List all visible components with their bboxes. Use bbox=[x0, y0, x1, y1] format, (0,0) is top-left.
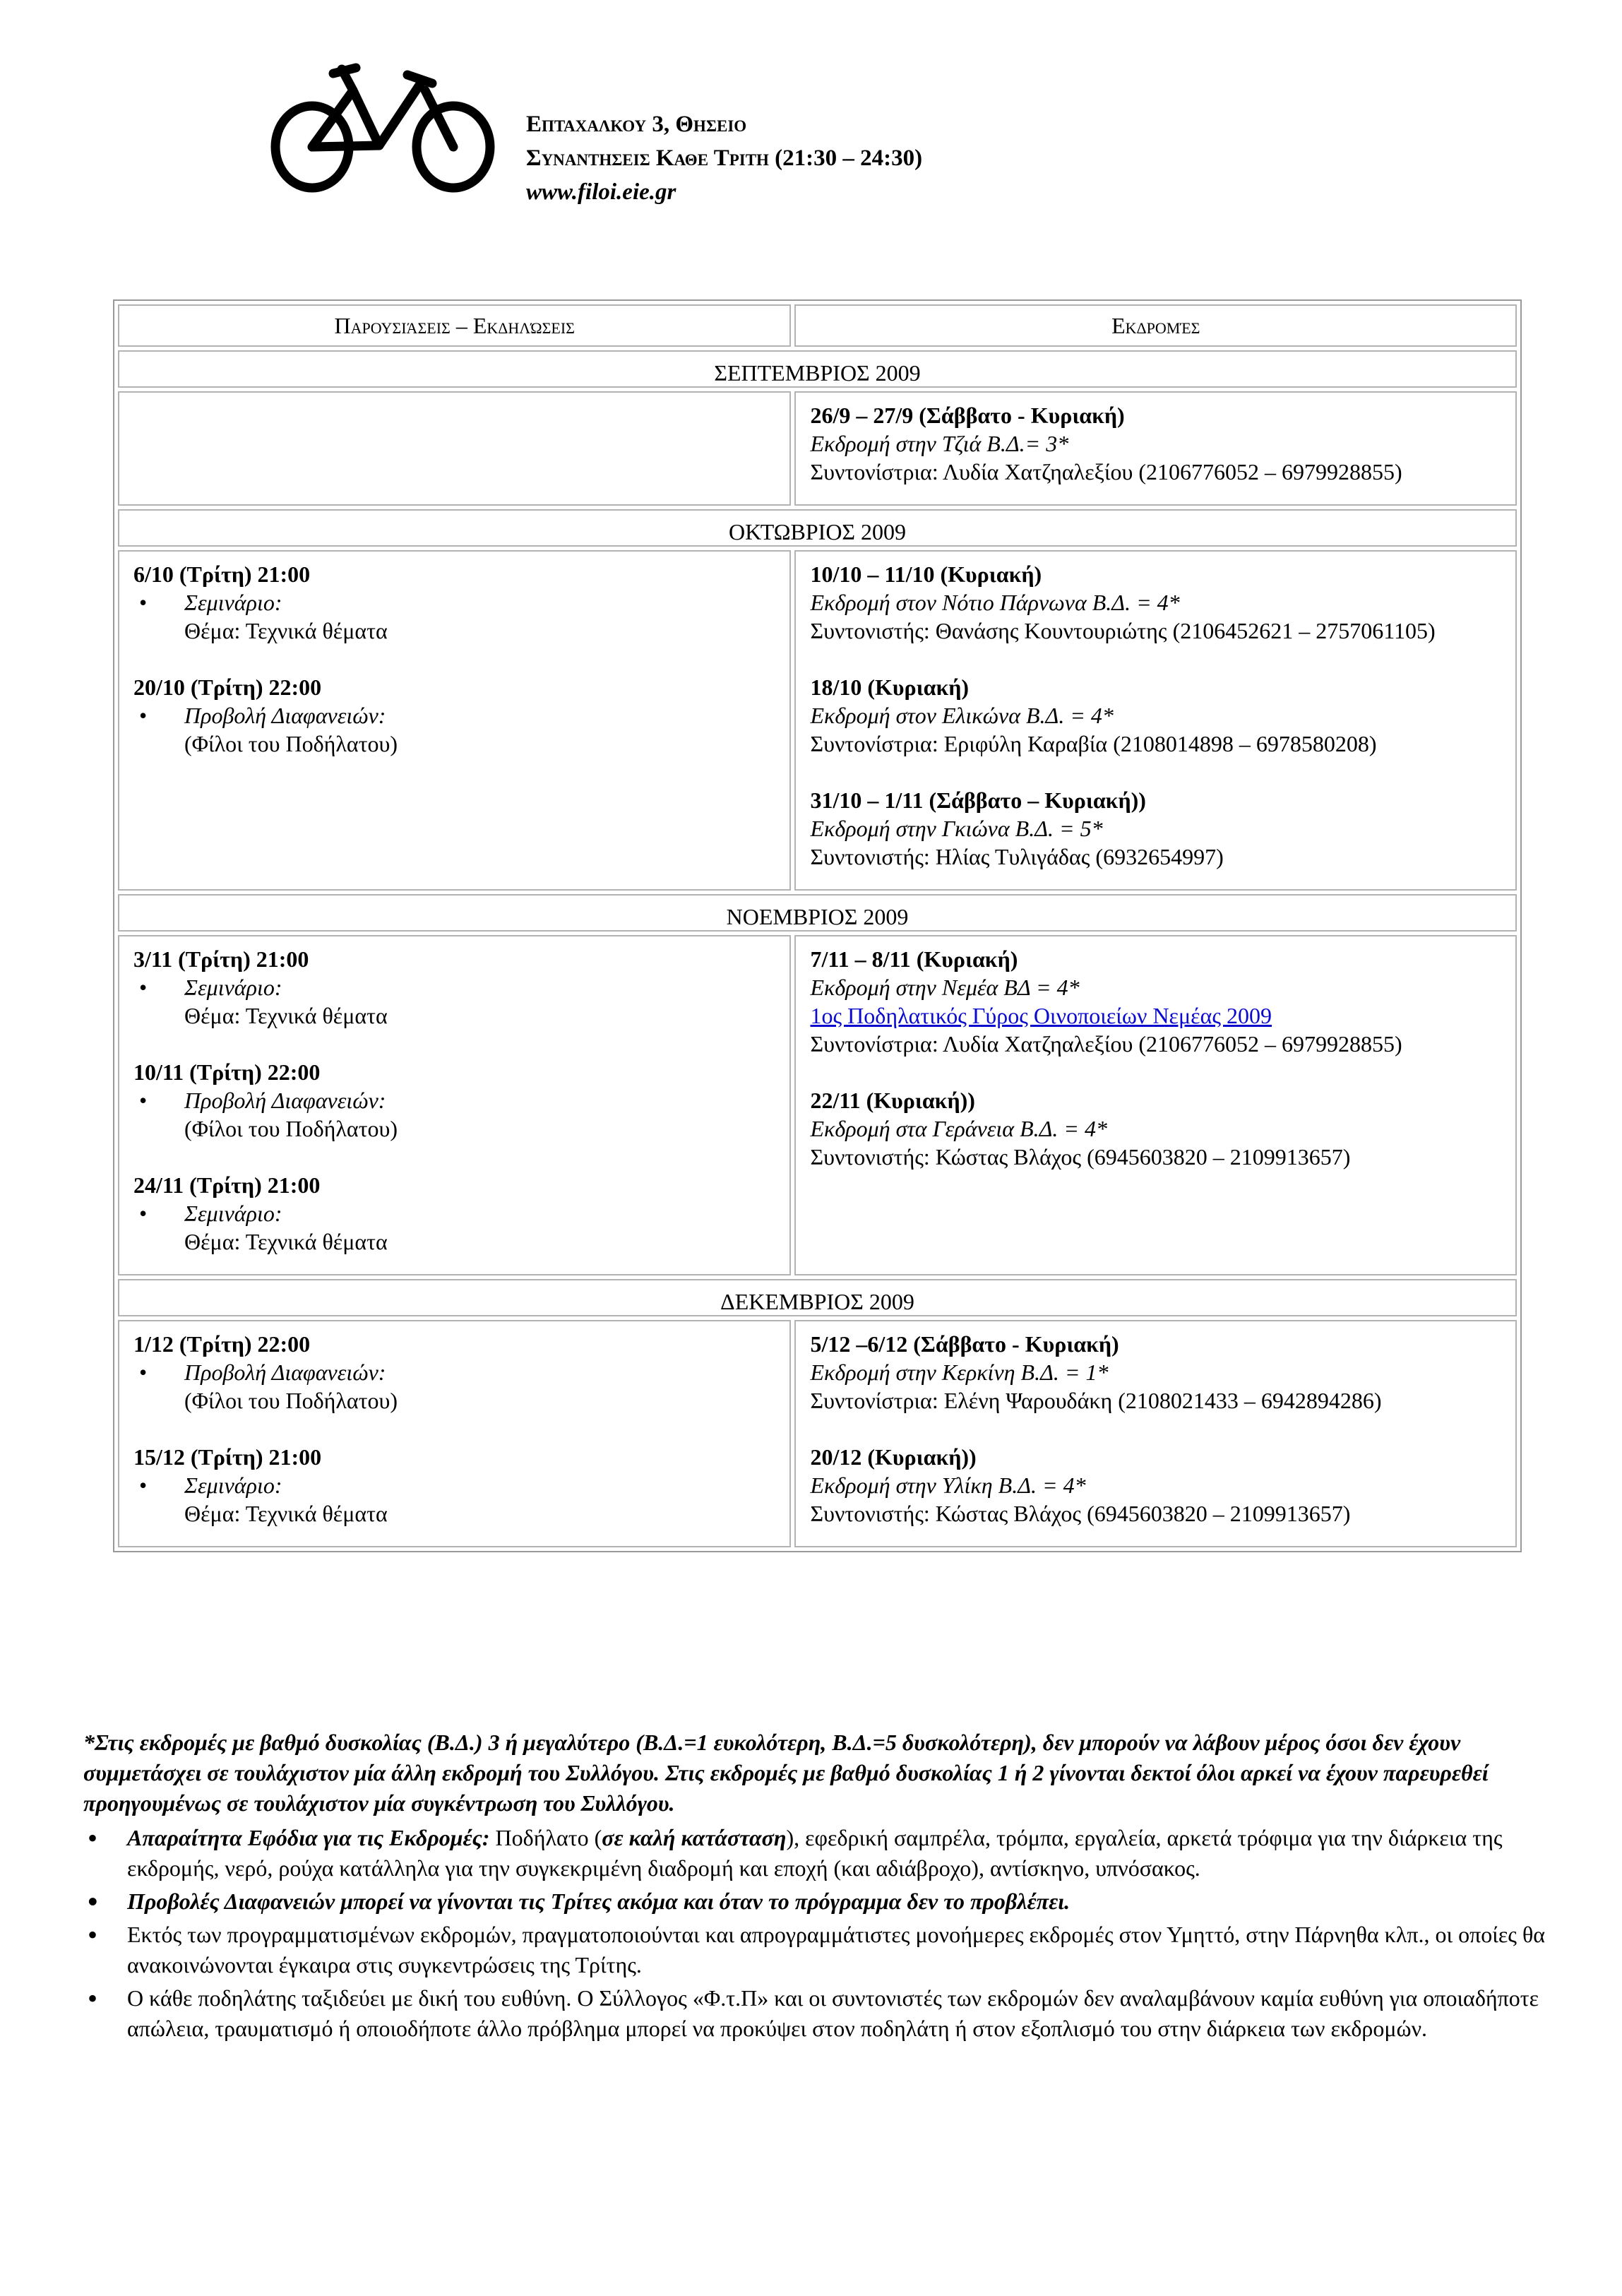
trip-entry bbox=[810, 945, 1501, 1058]
event-type: • Προβολή Διαφανειών: bbox=[133, 701, 775, 730]
event-detail: Θέμα: Τεχνικά θέματα bbox=[184, 618, 388, 643]
event-entry bbox=[133, 560, 775, 645]
month-heading: ΣΕΠΤΕΜΒΡΙΟΣ 2009 bbox=[118, 350, 1517, 388]
trip-title: Εκδρομή στον Ελικώνα Β.Δ. = 4* bbox=[810, 703, 1114, 728]
event-date: 3/11 (Τρίτη) 21:00 bbox=[133, 946, 309, 972]
notes-list bbox=[83, 1823, 1552, 2044]
trip-title: Εκδρομή στην Γκιώνα Β.Δ. = 5* bbox=[810, 816, 1103, 841]
events-cell bbox=[118, 935, 791, 1275]
event-date: 1/12 (Τρίτη) 22:00 bbox=[133, 1331, 311, 1357]
trip-date: 18/10 (Κυριακή) bbox=[810, 674, 970, 700]
note-unscheduled: • Εκτός των προγραμματισμένων εκδρομών, πραγματοποιούνται και απρογραμμάτιστες μονοήμερες εκδρομές στον Υμηττό, στην Πάρνηθα κλπ., οι οποίες θα ανακοινώνονται έγκαιρα στις συγκεντρώσεις της Τρίτης. bbox=[83, 1920, 1552, 1980]
event-detail: (Φίλοι του Ποδήλατου) bbox=[184, 1116, 398, 1141]
trips-cell bbox=[794, 935, 1517, 1275]
event-date: 24/11 (Τρίτη) 21:00 bbox=[133, 1172, 321, 1198]
event-entry bbox=[133, 1171, 775, 1256]
events-cell bbox=[118, 391, 791, 506]
event-entry bbox=[133, 673, 775, 758]
trip-date: 7/11 – 8/11 (Κυριακή) bbox=[810, 946, 1018, 972]
trip-date: 26/9 – 27/9 (Σάββατο - Κυριακή) bbox=[810, 403, 1125, 428]
trip-title: Εκδρομή στην Τζιά Β.Δ.= 3* bbox=[810, 431, 1069, 456]
trip-coordinator: Συντονιστής: Κώστας Βλάχος (6945603820 – 2109913657) bbox=[810, 1144, 1351, 1170]
event-detail: (Φίλοι του Ποδήλατου) bbox=[184, 731, 398, 756]
event-date: 20/10 (Τρίτη) 22:00 bbox=[133, 674, 322, 700]
event-type: • Σεμινάριο: bbox=[133, 1199, 775, 1227]
website-link[interactable]: www.filoi.eie.gr bbox=[526, 179, 676, 205]
month-heading: ΔΕΚΕΜΒΡΙΟΣ 2009 bbox=[118, 1279, 1517, 1316]
trip-date: 31/10 – 1/11 (Σάββατο – Κυριακή)) bbox=[810, 787, 1146, 813]
month-heading: ΝΟΕΜΒΡΙΟΣ 2009 bbox=[118, 894, 1517, 932]
note-liability: • Ο κάθε ποδηλάτης ταξιδεύει με δική του ευθύνη. Ο Σύλλογος «Φ.τ.Π» και οι συντονιστές των εκδρομών δεν αναλαμβάνουν καμία ευθύνη για οποιαδήποτε απώλεια, τραυματισμό ή οποιοδήποτε άλλο πρόβλημα μπορεί να προκύψει στον ποδηλάτη ή στον εξοπλισμό του στην διάρκεια των εκδρομών. bbox=[83, 1983, 1552, 2044]
event-type: • Σεμινάριο: bbox=[133, 588, 775, 617]
trip-entry bbox=[810, 401, 1501, 486]
trips-cell bbox=[794, 391, 1517, 506]
trips-cell bbox=[794, 550, 1517, 891]
trip-coordinator: Συντονιστής: Ηλίας Τυλιγάδας (6932654997) bbox=[810, 844, 1224, 869]
event-date: 6/10 (Τρίτη) 21:00 bbox=[133, 561, 311, 587]
event-entry bbox=[133, 1058, 775, 1143]
schedule-table bbox=[113, 299, 1522, 1552]
trip-date: 20/12 (Κυριακή)) bbox=[810, 1444, 977, 1470]
event-detail: Θέμα: Τεχνικά θέματα bbox=[184, 1229, 388, 1254]
trip-entry bbox=[810, 1443, 1501, 1528]
event-type: • Προβολή Διαφανειών: bbox=[133, 1358, 775, 1386]
event-type: • Σεμινάριο: bbox=[133, 1471, 775, 1499]
trip-title: Εκδρομή στην Κερκίνη Β.Δ. = 1* bbox=[810, 1360, 1109, 1385]
trip-coordinator: Συντονιστής: Κώστας Βλάχος (6945603820 – 2109913657) bbox=[810, 1501, 1351, 1526]
trip-coordinator: Συντονίστρια: Λυδία Χατζηαλεξίου (2106776052 – 6979928855) bbox=[810, 459, 1402, 484]
club-address: Επταχαλκου 3, Θησειο bbox=[526, 112, 747, 137]
events-cell bbox=[118, 1320, 791, 1547]
trip-date: 22/11 (Κυριακή)) bbox=[810, 1088, 975, 1113]
event-date: 10/11 (Τρίτη) 22:00 bbox=[133, 1059, 321, 1085]
trip-title: Εκδρομή στην Νεμέα ΒΔ = 4* bbox=[810, 975, 1080, 1000]
difficulty-note: *Στις εκδρομές με βαθμό δυσκολίας (Β.Δ.) 3 ή μεγαλύτερο (Β.Δ.=1 ευκολότερη, Β.Δ.=5 δυσκολότερη), δεν μπορούν να λάβουν μέρος όσοι δεν έχουν συμμετάσχει σε τουλάχιστον μία άλλη εκδρομή του Συλλόγου. Στις εκδρομές με βαθμό δυσκολίας 1 ή 2 γίνονται δεκτοί όλοι αρκεί να έχουν παρευρεθεί προηγουμένως σε τουλάχιστον μία συγκέντρωση του Συλλόγου. bbox=[83, 1730, 1489, 1816]
trip-entry bbox=[810, 1086, 1501, 1171]
trip-date: 5/12 –6/12 (Σάββατο - Κυριακή) bbox=[810, 1331, 1119, 1357]
bicycle-logo-icon bbox=[263, 62, 503, 196]
month-heading: ΟΚΤΩΒΡΙΟΣ 2009 bbox=[118, 509, 1517, 547]
event-entry bbox=[133, 945, 775, 1030]
trip-entry bbox=[810, 786, 1501, 871]
trip-link[interactable]: 1ος Ποδηλατικός Γύρος Οινοποιείων Νεμέας 2009 bbox=[810, 1003, 1272, 1028]
event-detail: Θέμα: Τεχνικά θέματα bbox=[184, 1501, 388, 1526]
event-entry bbox=[133, 1330, 775, 1415]
event-type: • Σεμινάριο: bbox=[133, 973, 775, 1001]
event-detail: Θέμα: Τεχνικά θέματα bbox=[184, 1003, 388, 1028]
note-slides: • Προβολές Διαφανειών μπορεί να γίνονται τις Τρίτες ακόμα και όταν το πρόγραμμα δεν το προβλέπει. bbox=[83, 1886, 1552, 1917]
trip-title: Εκδρομή στον Νότιο Πάρνωνα Β.Δ. = 4* bbox=[810, 590, 1180, 615]
notes-section bbox=[83, 1727, 1552, 2047]
events-cell bbox=[118, 550, 791, 891]
note-supplies: • Απαραίτητα Εφόδια για τις Εκδρομές: Ποδήλατο (σε καλή κατάσταση), εφεδρική σαμπρέλα, τρόμπα, εργαλεία, αρκετά τρόφιμα για την διάρκεια της εκδρομής, νερό, ρούχα κατάλληλα για την συγκεκριμένη διαδρομή και εποχή (και αδιάβροχο), αντίσκηνο, υπνόσακος. bbox=[83, 1823, 1552, 1884]
event-type: • Προβολή Διαφανειών: bbox=[133, 1086, 775, 1114]
event-date: 15/12 (Τρίτη) 21:00 bbox=[133, 1444, 322, 1470]
event-entry bbox=[133, 1443, 775, 1528]
trips-cell bbox=[794, 1320, 1517, 1547]
column-header-trips: Εκδρομές bbox=[794, 304, 1517, 347]
meeting-times: Συναντησεις Καθε Τριτη (21:30 – 24:30) bbox=[526, 145, 923, 171]
trip-coordinator: Συντονίστρια: Λυδία Χατζηαλεξίου (2106776052 – 6979928855) bbox=[810, 1031, 1402, 1057]
trip-date: 10/10 – 11/10 (Κυριακή) bbox=[810, 561, 1042, 587]
trip-entry bbox=[810, 673, 1501, 758]
trip-title: Εκδρομή στην Υλίκη Β.Δ. = 4* bbox=[810, 1473, 1086, 1498]
trip-coordinator: Συντονίστρια: Ελένη Ψαρουδάκη (2108021433 – 6942894286) bbox=[810, 1388, 1382, 1413]
event-detail: (Φίλοι του Ποδήλατου) bbox=[184, 1388, 398, 1413]
column-header-events: Παρουσιάσεις – Εκδηλώσεις bbox=[118, 304, 791, 347]
trip-coordinator: Συντονίστρια: Εριφύλη Καραβία (2108014898 – 6978580208) bbox=[810, 731, 1377, 756]
trip-entry bbox=[810, 560, 1501, 645]
trip-coordinator: Συντονιστής: Θανάσης Κουντουριώτης (2106452621 – 2757061105) bbox=[810, 618, 1436, 643]
club-header bbox=[526, 107, 922, 209]
trip-title: Εκδρομή στα Γεράνεια Β.Δ. = 4* bbox=[810, 1116, 1107, 1141]
trip-entry bbox=[810, 1330, 1501, 1415]
